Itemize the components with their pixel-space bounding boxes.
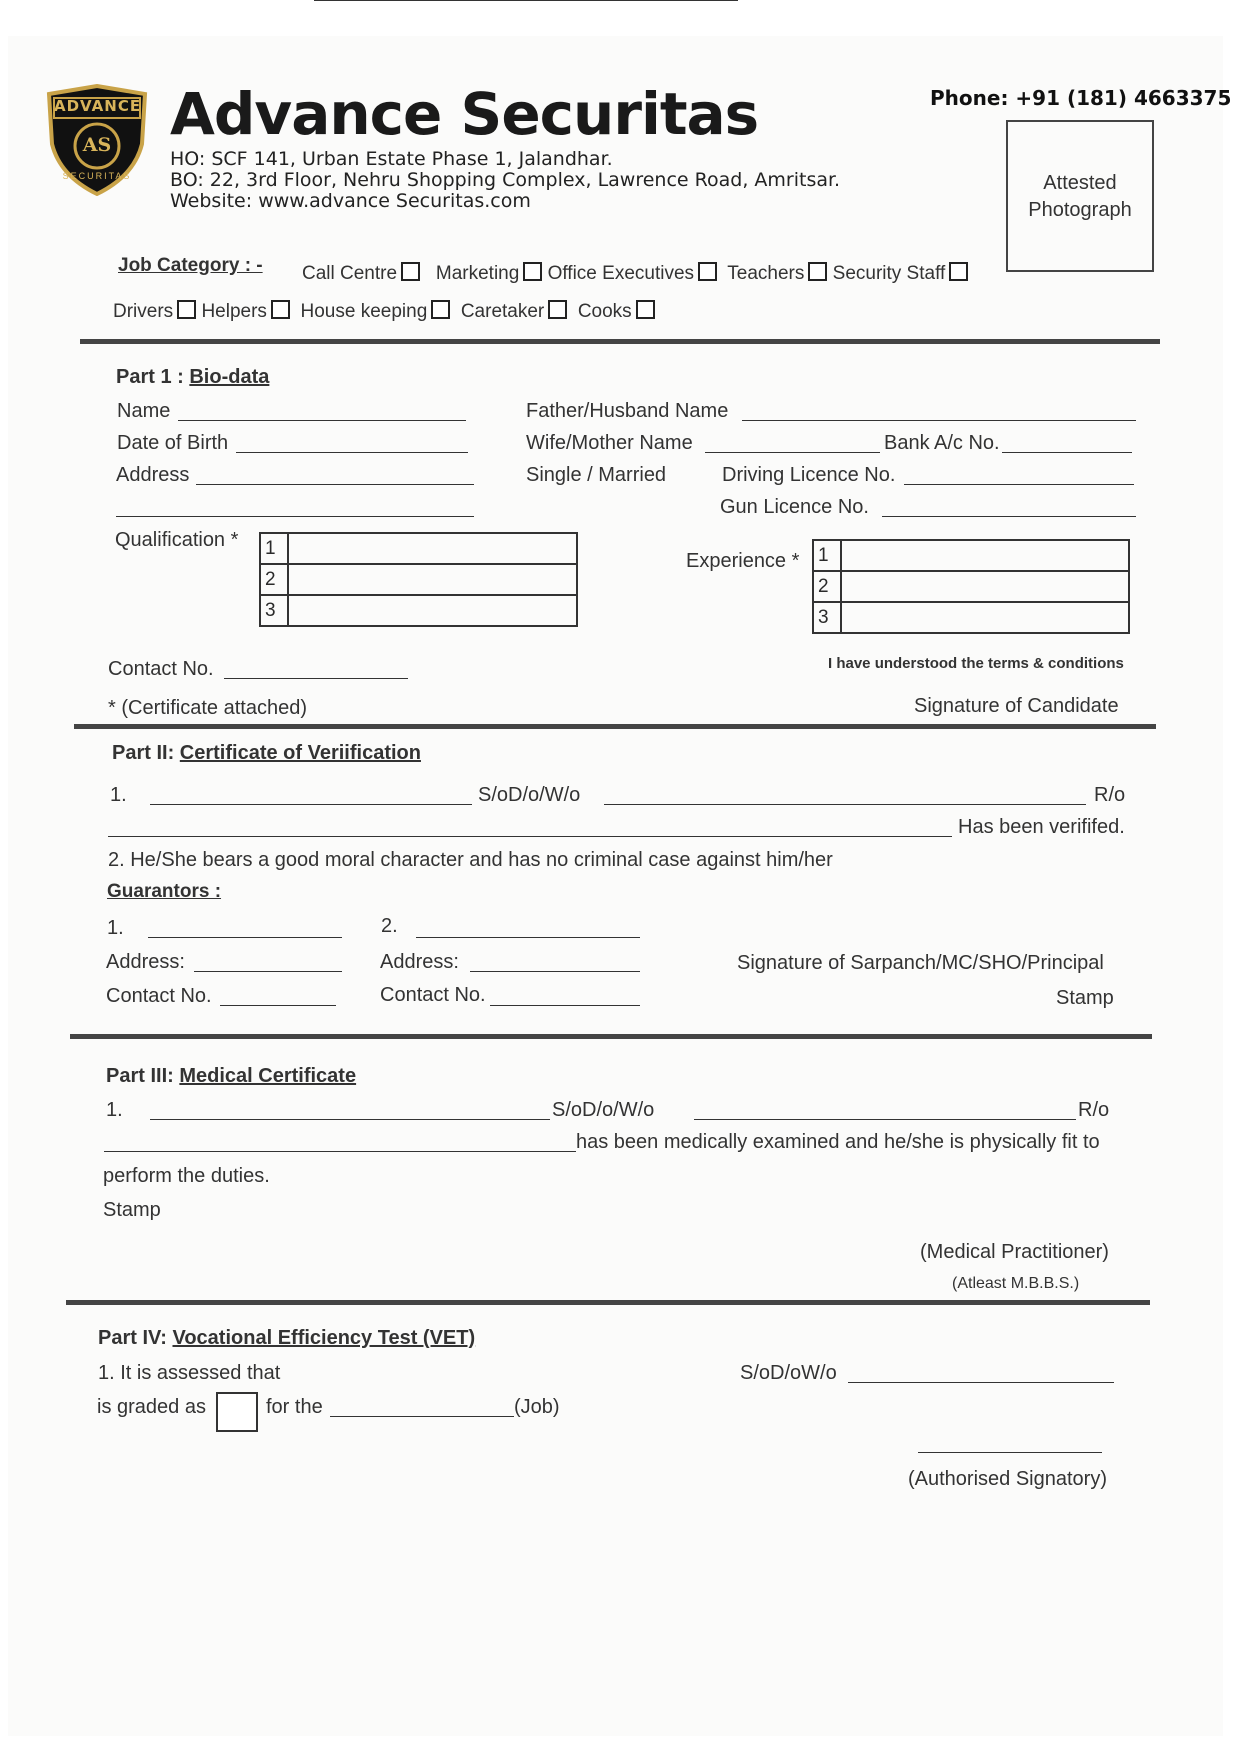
wife-mother-field[interactable] [705,452,880,453]
address-field-line2[interactable] [116,516,474,517]
vet-relation-field[interactable] [848,1382,1114,1383]
verification-relation-field[interactable] [604,804,1086,805]
company-name: Advance Securitas [170,80,759,148]
logo-text-bottom: SECURITAS [62,171,132,181]
head-office-address: HO: SCF 141, Urban Estate Phase 1, Jalandhar. [170,148,613,170]
authorised-signatory-label: (Authorised Signatory) [908,1468,1107,1490]
guarantor2-contact-field[interactable] [490,1005,640,1006]
qualification-label: Qualification * [115,529,239,551]
part4-heading: Part IV: Vocational Efficiency Test (VET) [98,1327,476,1349]
assessed-name-field[interactable] [314,0,738,1]
grade-box[interactable] [216,1392,258,1432]
medical-item-number: 1. [106,1099,123,1121]
job-category-row2 [113,300,655,323]
gun-licence-field[interactable] [882,516,1136,517]
driving-licence-field[interactable] [904,484,1134,485]
gun-licence-label: Gun Licence No. [720,496,869,518]
row-number: 1 [260,533,288,564]
terms-text: I have understood the terms & conditions [828,655,1124,672]
medical-practitioner-label: (Medical Practitioner) [920,1241,1109,1263]
authorised-signature-field[interactable] [918,1452,1102,1453]
checkbox[interactable] [271,300,290,319]
good-character-statement: 2. He/She bears a good moral character and has no criminal case against him/her [108,849,833,871]
job-label: (Job) [514,1396,560,1418]
job-caretaker[interactable]: Caretaker [461,301,567,322]
job-category-row1 [302,262,968,285]
job-drivers[interactable]: Drivers [113,301,196,322]
part2-heading: Part II: Certificate of Veriification [112,742,421,764]
verification-item-number: 1. [110,784,127,806]
medical-name-field[interactable] [150,1119,550,1120]
dob-field[interactable] [236,452,468,453]
row-number: 2 [260,564,288,595]
logo-text-top: ADVANCE [54,97,142,115]
qualification-field-3[interactable] [288,595,577,626]
bank-account-field[interactable] [1002,452,1132,453]
job-teachers[interactable]: Teachers [727,263,827,284]
bank-account-label: Bank A/c No. [884,432,1000,454]
branch-office-address: BO: 22, 3rd Floor, Nehru Shopping Complex, Lawrence Road, Amritsar. [170,169,841,191]
qualification-field-2[interactable] [288,564,577,595]
contact-label: Contact No. [108,658,214,680]
guarantor1-address-field[interactable] [194,971,342,972]
sarpanch-signature-label: Signature of Sarpanch/MC/SHO/Principal [737,952,1104,974]
experience-field-3[interactable] [841,602,1129,633]
qualification-field-1[interactable] [288,533,577,564]
qualification-table [259,532,578,627]
dob-label: Date of Birth [117,432,229,454]
stamp-label: Stamp [1056,987,1114,1009]
atleast-mbbs-label: (Atleast M.B.B.S.) [952,1275,1080,1292]
verification-name-field[interactable] [150,804,472,805]
job-category-label: Job Category : - [118,255,263,276]
checkbox[interactable] [177,300,196,319]
section-divider [70,1034,1152,1039]
guarantor1-address-label: Address: [106,951,185,973]
job-cooks[interactable]: Cooks [578,301,655,322]
row-number: 2 [813,571,841,602]
checkbox[interactable] [698,262,717,281]
medical-relation-field[interactable] [694,1119,1076,1120]
row-number: 3 [260,595,288,626]
job-call-centre[interactable]: Call Centre [302,263,420,284]
medical-stamp-label: Stamp [103,1199,161,1221]
job-office-executives[interactable]: Office Executives [548,263,717,284]
experience-label: Experience * [686,550,800,572]
assessed-text: 1. It is assessed that [98,1362,281,1384]
job-house-keeping[interactable]: House keeping [301,301,451,322]
verified-text: Has been verififed. [958,816,1125,838]
experience-table [812,539,1130,634]
part1-heading: Part 1 : Bio-data [116,366,270,388]
guarantor1-contact-field[interactable] [220,1005,336,1006]
name-label: Name [117,400,171,422]
name-field[interactable] [178,420,466,421]
phone-number: Phone: +91 (181) 4663375 [930,86,1232,110]
guarantor2-number: 2. [381,915,398,937]
part3-heading: Part III: Medical Certificate [106,1065,357,1087]
certificate-attached-note: * (Certificate attached) [108,697,307,719]
guarantor2-contact-label: Contact No. [380,984,486,1006]
graded-as-label: is graded as [97,1396,206,1418]
job-security-staff[interactable]: Security Staff [833,263,969,284]
guarantors-label: Guarantors : [107,881,222,902]
for-the-label: for the [266,1396,323,1418]
checkbox[interactable] [401,262,420,281]
relation-label: S/oD/o/W/o [478,784,581,806]
photo-box-label: Attested Photograph [1028,172,1132,221]
medically-examined-text: has been medically examined and he/she is physically fit to [576,1131,1100,1153]
checkbox[interactable] [523,262,542,281]
checkbox[interactable] [636,300,655,319]
logo-monogram: AS [82,134,112,156]
medical-relation-label: S/oD/o/W/o [552,1099,655,1121]
resident-label: R/o [1094,784,1126,806]
experience-field-2[interactable] [841,571,1129,602]
checkbox[interactable] [808,262,827,281]
guarantor2-name-field[interactable] [416,937,640,938]
checkbox[interactable] [548,300,567,319]
address-label: Address [116,464,190,486]
medical-residence-field[interactable] [104,1151,576,1152]
row-number: 1 [813,540,841,571]
father-husband-field[interactable] [742,420,1136,421]
checkbox[interactable] [431,300,450,319]
contact-field[interactable] [224,678,408,679]
checkbox[interactable] [949,262,968,281]
job-field[interactable] [330,1416,514,1417]
section-divider [74,724,1156,729]
guarantor2-address-field[interactable] [470,971,640,972]
medical-resident-label: R/o [1078,1099,1110,1121]
father-husband-label: Father/Husband Name [526,400,729,422]
website: Website: www.advance Securitas.com [170,190,531,212]
row-number: 3 [813,602,841,633]
guarantor1-number: 1. [107,917,124,939]
section-divider [80,339,1160,344]
section-divider [66,1300,1150,1305]
candidate-signature-label: Signature of Candidate [914,695,1119,717]
wife-mother-label: Wife/Mother Name [526,432,693,454]
perform-duties-text: perform the duties. [103,1165,270,1187]
vet-relation-label: S/oD/oW/o [740,1362,837,1384]
verification-residence-field[interactable] [108,836,952,837]
marital-status-label: Single / Married [526,464,667,486]
guarantor1-name-field[interactable] [148,937,342,938]
guarantor1-contact-label: Contact No. [106,985,212,1007]
experience-field-1[interactable] [841,540,1129,571]
job-marketing[interactable]: Marketing [436,263,542,284]
address-field[interactable] [196,484,474,485]
job-helpers[interactable]: Helpers [201,301,289,322]
guarantor2-address-label: Address: [380,951,459,973]
driving-licence-label: Driving Licence No. [722,464,896,486]
